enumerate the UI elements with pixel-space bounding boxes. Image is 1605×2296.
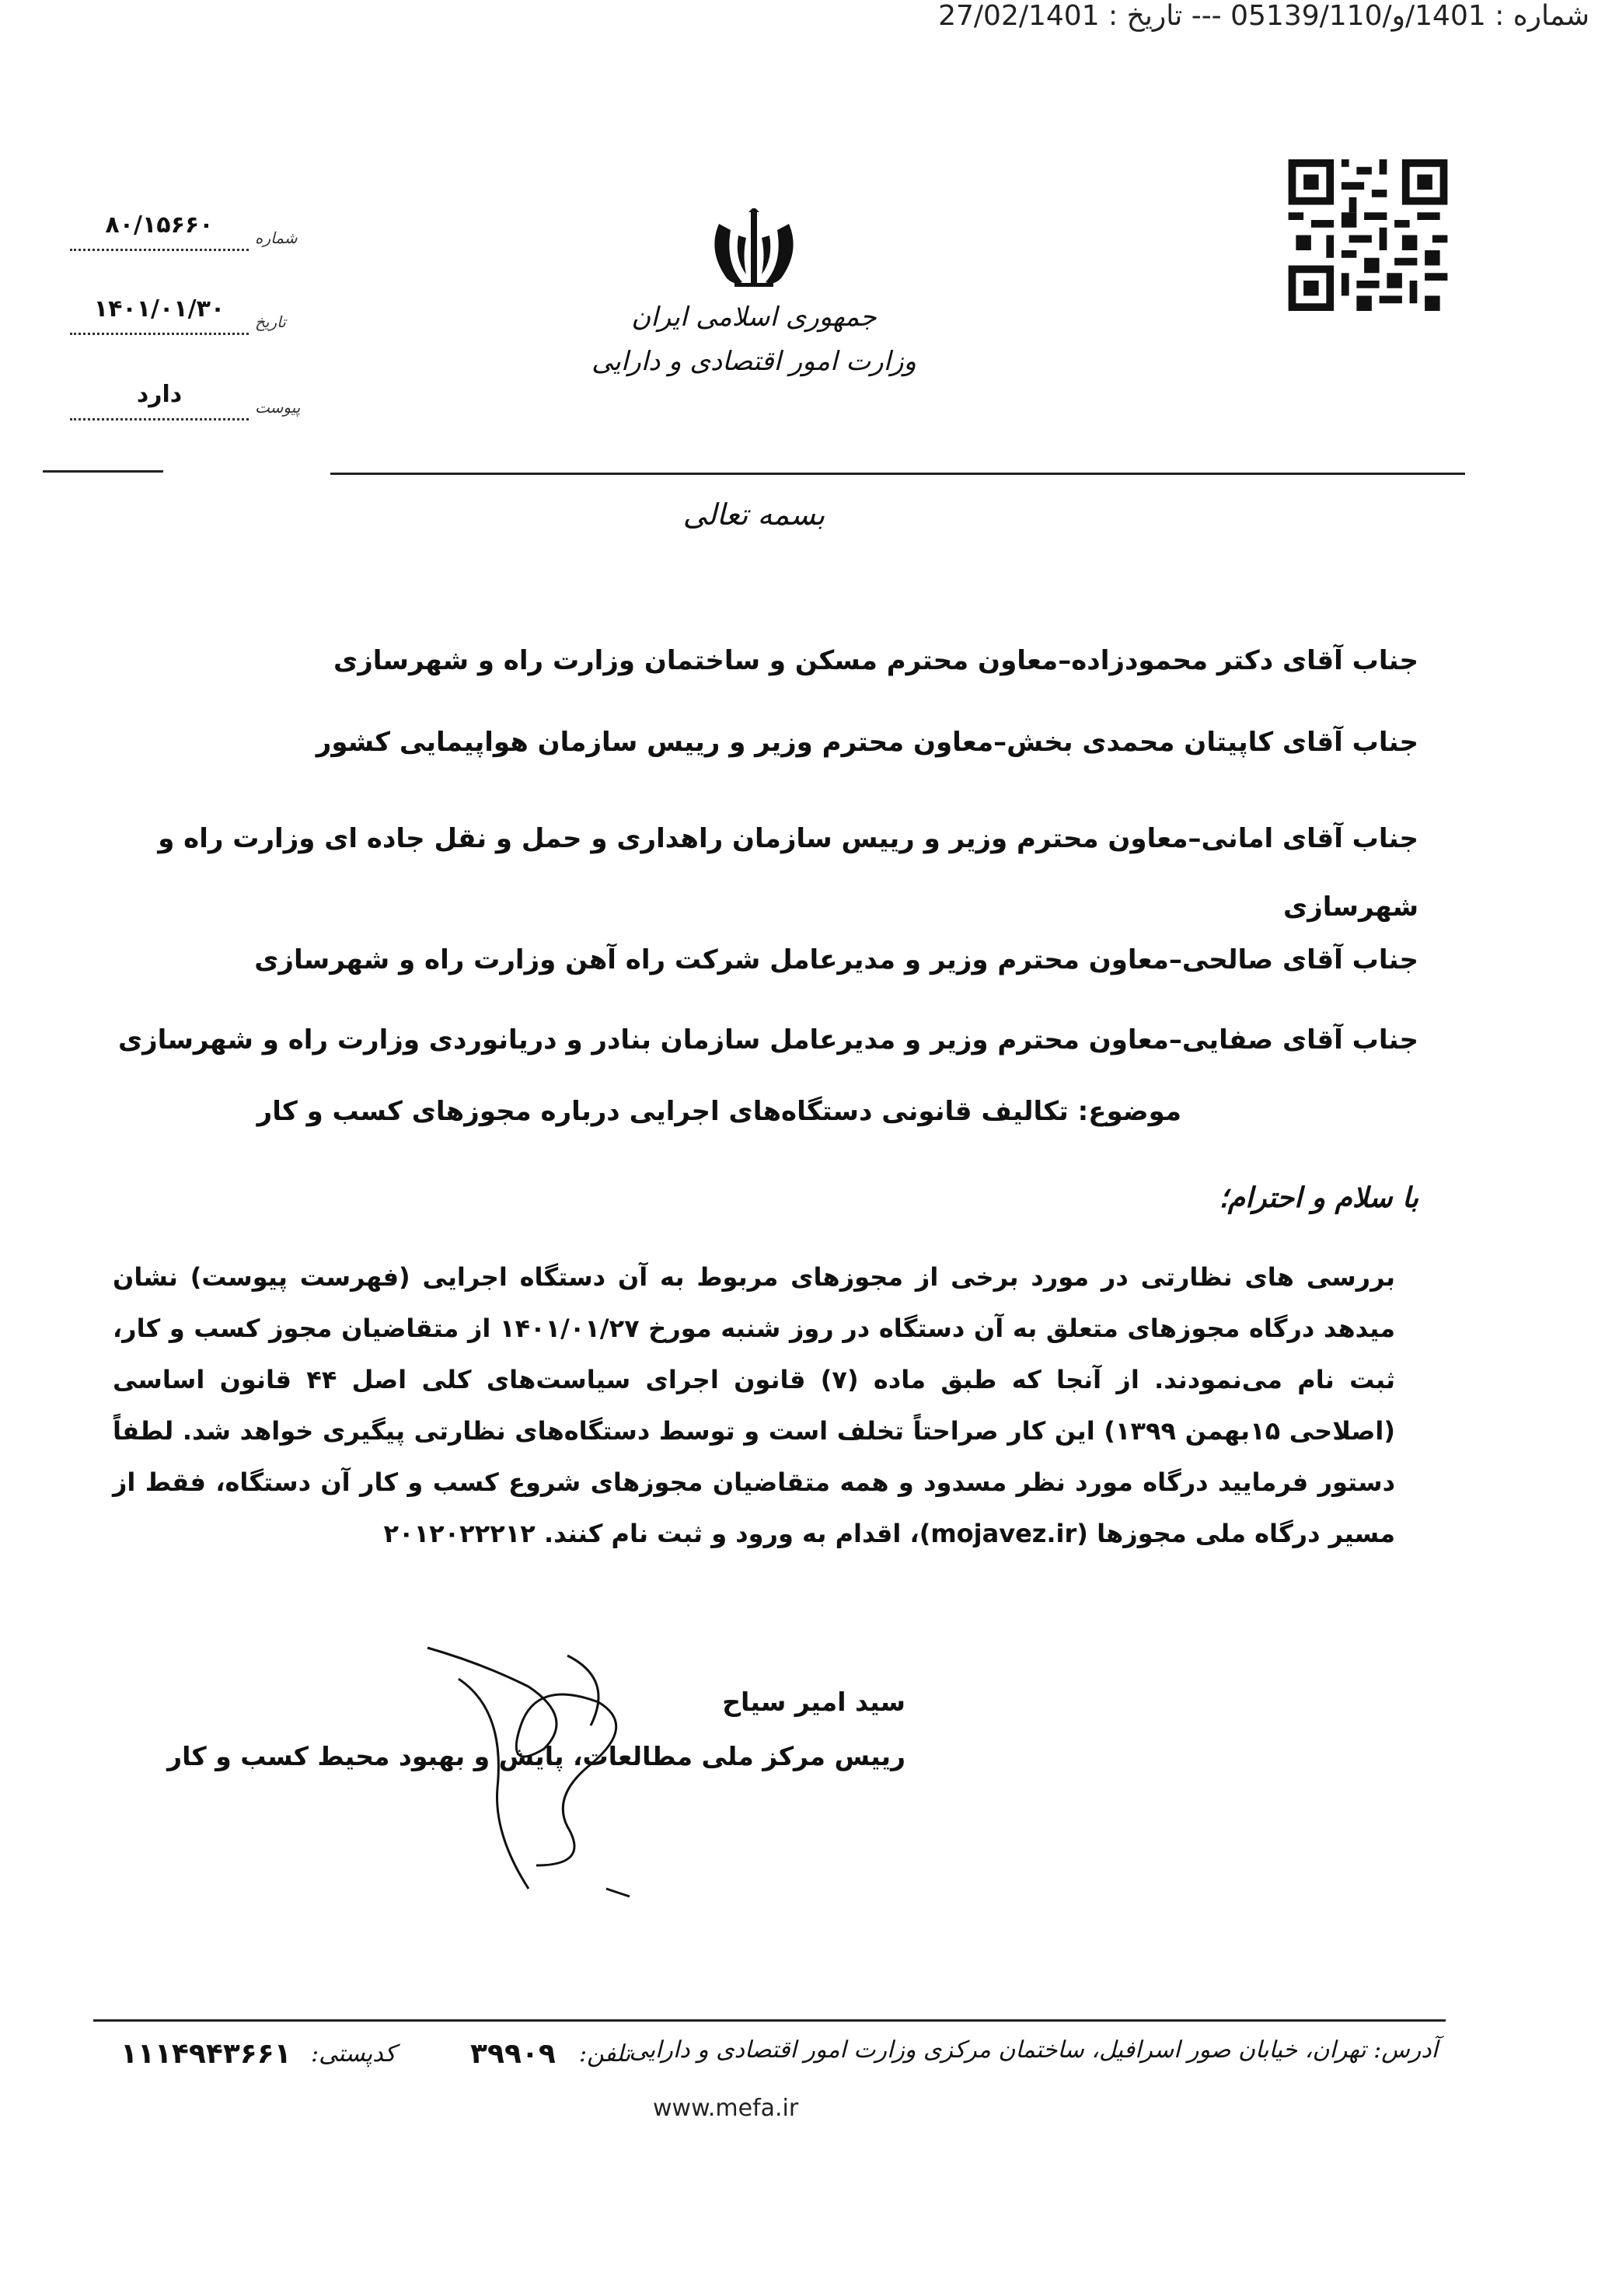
addressee-4: جناب آقای صالحی–معاون محترم وزیر و مدیرعامل شرکت راه آهن وزارت راه و شهرسازی <box>254 944 1418 975</box>
footer-postal-label: کدپستی: <box>311 2040 396 2067</box>
dotted-line <box>70 333 249 335</box>
footer-rule <box>93 2019 1446 2022</box>
footer-postal-code: ۱۱۱۴۹۴۳۶۶۱ <box>120 2038 291 2070</box>
top-reference: شماره : 1401/ﻭ/05139/110 --- تاریخ : 27/02/1401 <box>938 0 1589 32</box>
qr-code <box>1286 159 1450 311</box>
letter-body: بررسی های نظارتی در مورد برخی از مجوزهای مربوط به آن دستگاه اجرایی (فهرست پیوست) نشان میدهد درگاه مجوزهای متعلق به آن دستگاه در روز شنبه مورخ ۱۴۰۱/۰۱/۲۷ از متقاضیان مجوز کسب و کار، ثبت نام می‌نمودند. از آنجا که طبق ماده (۷) قانون اجرای سیاست‌های کلی اصل ۴۴ قانون اساسی (اصلاحی ۱۵بهمن ۱۳۹۹) این کار صراحتاً تخلف است و توسط دستگاه‌های نظارتی پیگیری خواهد شد. لطفاً دستور فرمایید درگاه مورد نظر مسدود و همه متقاضیان مجوزهای شروع کسب و کار آن دستگاه، فقط از مسیر درگاه ملی مجوزها (mojavez.ir)، اقدام به ورود و ثبت نام کنند. ۲۰۱۲۰۲۲۲۱۲ <box>113 1262 1396 1548</box>
signatory-title: رییس مرکز ملی مطالعات، پایش و بهبود محیط کسب و کار <box>167 1741 905 1771</box>
addressee-3: جناب آقای امانی–معاون محترم وزیر و رییس سازمان راهداری و حمل و نقل جاده ای وزارت راه و شهرسازی <box>158 823 1418 923</box>
date-label: تاریخ <box>255 312 286 331</box>
footer-address: آدرس: تهران، خیابان صور اسرافیل، ساختمان مرکزی وزارت امور اقتصادی و دارایی <box>629 2036 1438 2064</box>
dotted-line <box>70 418 249 420</box>
addressee-5: جناب آقای صفایی–معاون محترم وزیر و مدیرعامل سازمان بنادر و دریانوردی وزارت راه و شهرسازی <box>117 1024 1418 1056</box>
country-name: جمهوری اسلامی ایران <box>631 302 877 333</box>
header-rule-main <box>330 473 1465 475</box>
header-rule-left <box>43 470 163 473</box>
letter-date: ۱۴۰۱/۰۱/۳۰ <box>93 295 225 323</box>
meta-date <box>70 295 303 350</box>
addressee-2: جناب آقای کاپیتان محمدی بخش–معاون محترم وزیر و رییس سازمان هواپیمایی کشور <box>316 727 1418 758</box>
footer-website[interactable]: www.mefa.ir <box>653 2095 799 2122</box>
iran-emblem-icon <box>703 208 804 290</box>
invocation: بسمه تعالی <box>682 497 825 532</box>
footer-phone-label: تلفن: <box>579 2040 631 2067</box>
meta-number <box>70 211 303 266</box>
ministry-name: وزارت امور اقتصادی و دارایی <box>591 346 916 377</box>
number-label: شماره <box>255 229 298 247</box>
letter-number: ۸۰/۱۵۶۶۰ <box>105 211 214 239</box>
attachment-label: پیوست <box>255 398 301 417</box>
footer-phone: ۳۹۹۰۹ <box>470 2038 556 2070</box>
dotted-line <box>70 249 249 251</box>
signatory-name: سید امیر سیاح <box>722 1687 905 1717</box>
qr-code-graphic <box>1286 159 1450 311</box>
salutation: با سلام و احترام؛ <box>1219 1181 1418 1214</box>
meta-attachment <box>70 381 303 435</box>
addressee-1: جناب آقای دکتر محمودزاده–معاون محترم مسکن و ساختمان وزارت راه و شهرسازی <box>333 645 1418 676</box>
subject: موضوع: تکالیف قانونی دستگاه‌های اجرایی درباره مجوزهای کسب و کار <box>256 1096 1181 1127</box>
letter-attachment: دارد <box>136 381 183 408</box>
